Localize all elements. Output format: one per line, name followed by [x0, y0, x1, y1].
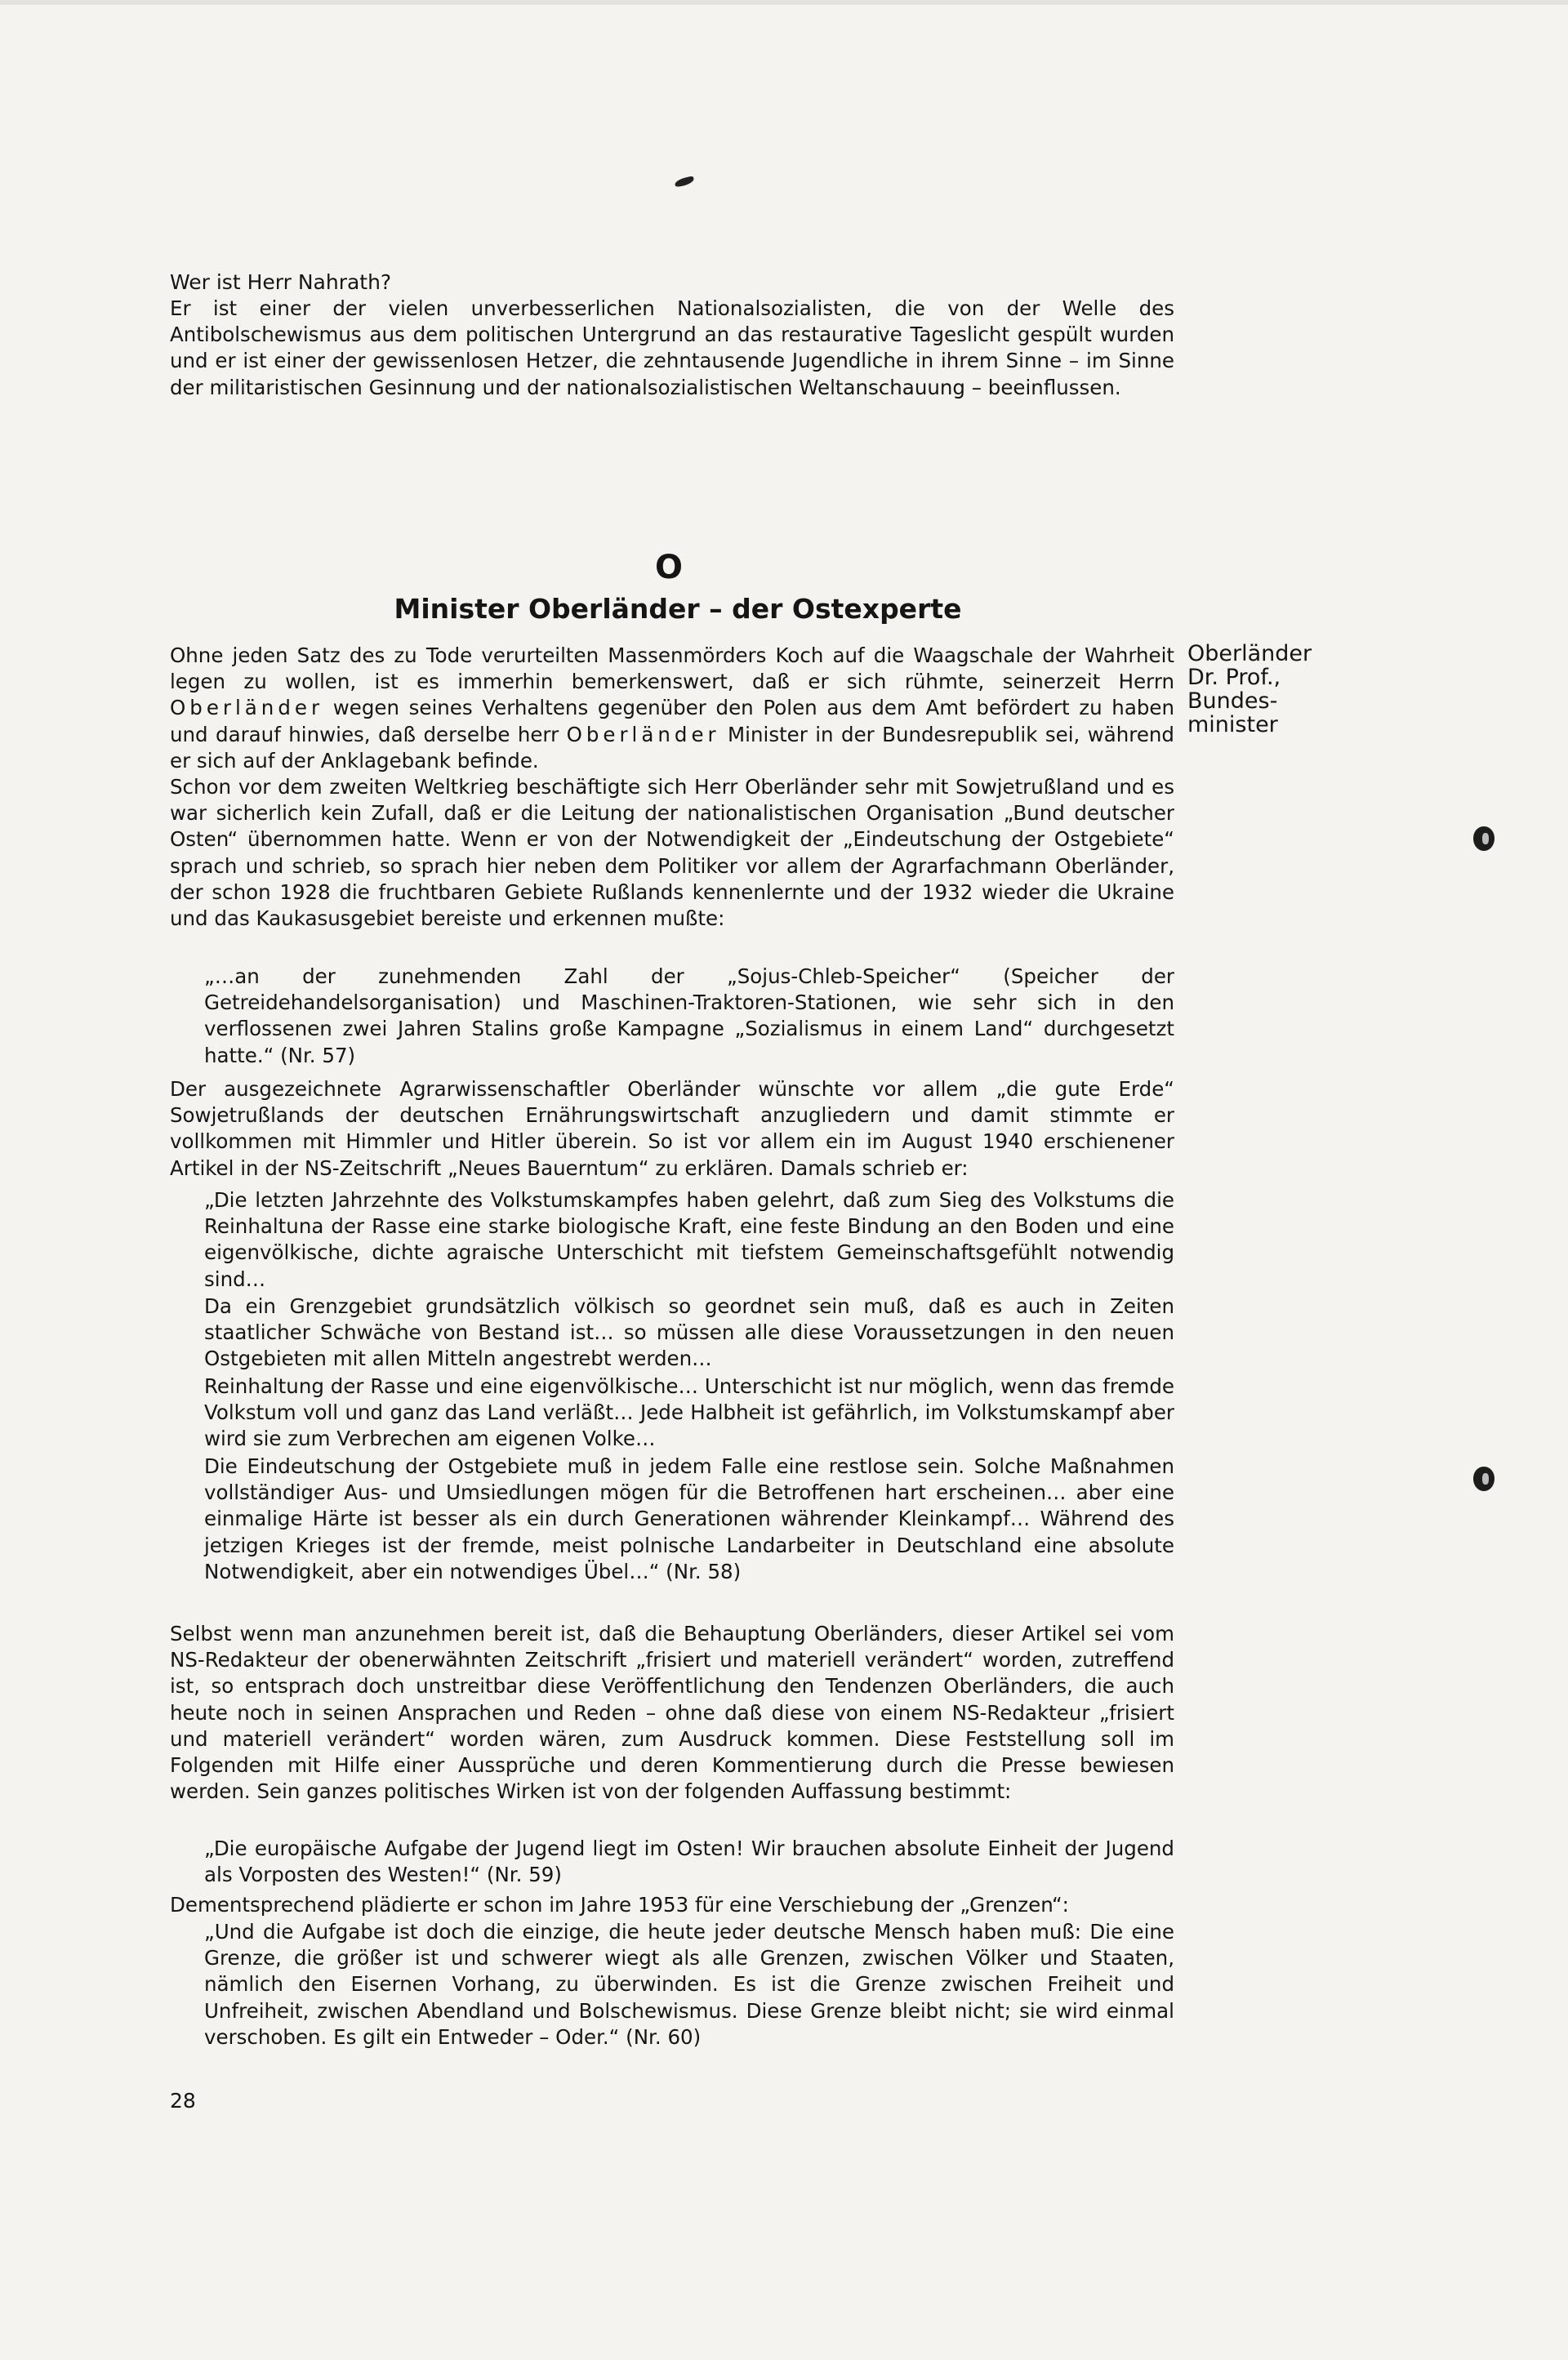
quote-4: „Und die Aufgabe ist doch die einzige, die heute jeder deutsche Mensch haben muß: Die eine Grenze, die größer ist und schwerer wiegt als alle Grenzen, zwischen Völker und Staaten, nämlich den Eisernen Vorhang, zu überwinden. Es ist die Grenze zwischen Freiheit und Unfreiheit, zwischen Abendland und Bolschewismus. Diese Grenze bleibt nicht; sie wird einmal verschoben. Es gilt ein Entweder – Oder.“ (Nr. 60)	[204, 1920, 1174, 2049]
margin-note-line: Bundes-	[1187, 688, 1278, 714]
text-run: Minister in der Bundesrepublik sei, während er sich auf der Anklagebank befinde.	[170, 722, 1174, 773]
margin-note	[1187, 642, 1334, 737]
spaced-name: Oberländer	[170, 696, 324, 720]
text-run: Ohne jeden Satz des zu Tode verurteilten Massenmörders Koch auf die Waagschale der Wahrheit legen zu wollen, ist es immerhin bemerkenswert, daß er sich rühmte, seinerzeit Herrn	[170, 643, 1174, 694]
punch-hole-icon	[1473, 1467, 1494, 1491]
text-run: wegen seines Verhaltens gegenüber den Polen aus dem Amt befördert zu haben und darauf hinwies, daß derselbe herr	[170, 696, 1174, 746]
body-paragraph-5: Dementsprechend plädierte er schon im Jahre 1953 für eine Verschiebung der „Grenzen“:	[170, 1893, 1069, 1917]
intro-heading: Wer ist Herr Nahrath?	[170, 270, 392, 294]
quote-2c: Reinhaltung der Rasse und eine eigenvölkische… Unterschicht ist nur möglich, wenn das fremde Volkstum voll und ganz das Land verläßt… Jede Halbheit ist gefährlich, im Volkstumskampf aber wird sie zum Verbrechen am eigenen Volke…	[204, 1374, 1174, 1451]
scan-edge	[0, 0, 1568, 5]
quote-1: „…an der zunehmenden Zahl der „Sojus-Chleb-Speicher“ (Speicher der Getreidehandelsorganisation) und Maschinen-Traktoren-Stationen, wie sehr sich in den verflossenen zwei Jahren Stalins große Kampagne „Sozialismus in einem Land“ durchgesetzt hatte.“ (Nr. 57)	[204, 964, 1174, 1067]
margin-note-line: Dr. Prof.,	[1187, 665, 1281, 690]
section-title: Minister Oberländer – der Ostexperte	[394, 593, 962, 625]
intro-paragraph: Er ist einer der vielen unverbesserlichen Nationalsozialisten, die von der Welle des Antibolschewismus aus dem politischen Untergrund an das restaurative Tageslicht gespült wurden und er ist einer der gewissenlosen Hetzer, die zehntausende Jugendliche in ihrem Sinne – im Sinne der militaristischen Gesinnung und der nationalsozialistischen Weltanschauung – beeinflussen.	[170, 296, 1174, 399]
quote-2a: „Die letzten Jahrzehnte des Volkstumskampfes haben gelehrt, daß zum Sieg des Volkstums die Reinhaltuna der Rasse eine starke biologische Kraft, eine feste Bindung an den Boden und eine eigenvölkische, dichte agraische Unterschicht mit tiefstem Gemeinschaftsgefühlt notwendig sind…	[204, 1188, 1174, 1291]
body-paragraph-4: Selbst wenn man anzunehmen bereit ist, daß die Behauptung Oberländers, dieser Artikel sei vom NS-Redakteur der obenerwähnten Zeitschrift „frisiert und materiell verändert“ worden, zutreffend ist, so entsprach doch unstreitbar diese Veröffentlichung den Tendenzen Oberländers, die auch heute noch in seinen Ansprachen und Reden – ohne daß diese von einem NS-Redakteur „frisiert und materiell verändert“ worden wären, zum Ausdruck kommen. Diese Feststellung soll im Folgenden mit Hilfe einer Aussprüche und deren Kommentierung durch die Presse bewiesen werden. Sein ganzes politisches Wirken ist von der folgenden Auffassung bestimmt:	[170, 1622, 1174, 1804]
body-paragraph-2: Schon vor dem zweiten Weltkrieg beschäftigte sich Herr Oberländer sehr mit Sowjetrußland und es war sicherlich kein Zufall, daß er die Leitung der nationalistischen Organisation „Bund deutscher Osten“ übernommen hatte. Wenn er von der Notwendigkeit der „Eindeutschung der Ostgebiete“ sprach und schrieb, so sprach hier neben dem Politiker vor allem der Agrarfachmann Oberländer, der schon 1928 die fruchtbaren Gebiete Rußlands kennenlernte und der 1932 wieder die Ukraine und das Kaukasusgebiet bereiste und erkennen mußte:	[170, 775, 1174, 931]
punch-hole-icon	[1473, 826, 1494, 851]
ink-mark	[674, 176, 694, 188]
quote-2b: Da ein Grenzgebiet grundsätzlich völkisch so geordnet sein muß, daß es auch in Zeiten staatlicher Schwäche von Bestand ist… so müssen alle diese Voraussetzungen in den neuen Ostgebieten mit allen Mitteln angestrebt werden…	[204, 1294, 1174, 1371]
page-number: 28	[170, 2089, 196, 2113]
quote-2d: Die Eindeutschung der Ostgebiete muß in jedem Falle eine restlose sein. Solche Maßnahmen vollständiger Aus- und Umsiedlungen mögen für die Betroffenen hart erscheinen… aber eine einmalige Härte ist besser als ein durch Generationen währender Kleinkampf… Während des jetzigen Krieges ist der fremde, meist polnische Landarbeiter in Deutschland eine absolute Notwendigkeit, aber ein notwendiges Übel…“ (Nr. 58)	[204, 1454, 1174, 1583]
margin-note-line: Oberländer	[1187, 641, 1312, 666]
spaced-name: Oberländer	[566, 722, 720, 746]
margin-note-line: minister	[1187, 712, 1278, 737]
section-letter: O	[654, 549, 683, 586]
body-paragraph-3: Der ausgezeichnete Agrarwissenschaftler Oberländer wünschte vor allem „die gute Erde“ Sowjetrußlands der deutschen Ernährungswirtschaft anzugliedern und damit stimmte er vollkommen mit Himmler und Hitler überein. So ist vor allem ein im August 1940 erschienener Artikel in der NS-Zeitschrift „Neues Bauerntum“ zu erklären. Damals schrieb er:	[170, 1077, 1174, 1180]
body-paragraph-1	[170, 643, 1174, 774]
quote-3: „Die europäische Aufgabe der Jugend liegt im Osten! Wir brauchen absolute Einheit der Jugend als Vorposten des Westen!“ (Nr. 59)	[204, 1837, 1174, 1887]
